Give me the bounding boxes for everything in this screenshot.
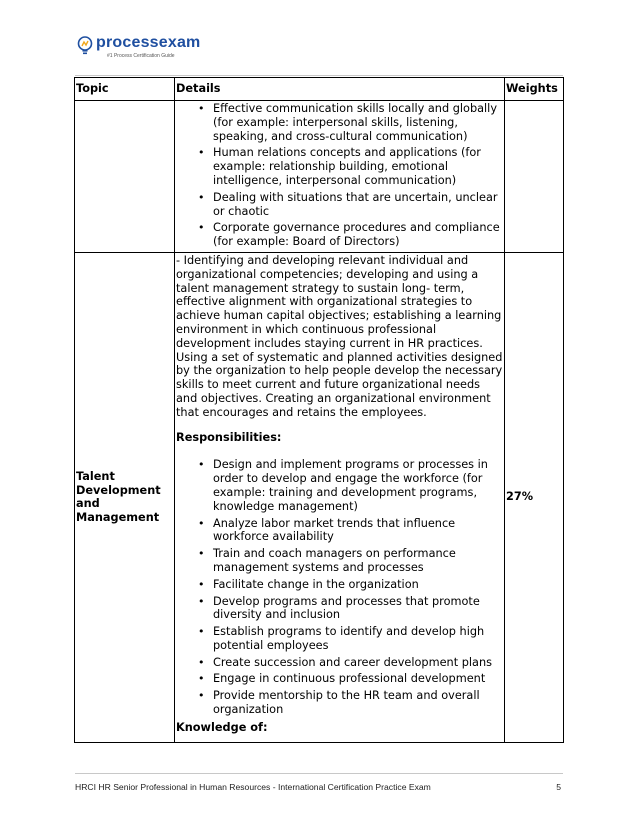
weight-cell-empty — [505, 101, 564, 253]
list-item: • Human relations concepts and applications (for example: relationship building, emotional intelligence, interpersonal communication) — [213, 146, 503, 187]
list-item: • Dealing with situations that are uncertain, unclear or chaotic — [213, 191, 503, 219]
logo-wordmark: processexam — [96, 34, 201, 51]
responsibilities-heading: Responsibilities: — [176, 430, 282, 444]
list-item: • Provide mentorship to the HR team and overall organization — [213, 689, 503, 717]
header-topic: Topic — [75, 78, 175, 101]
list-item: • Effective communication skills locally and globally (for example: interpersonal skills, listening, speaking, and cross-cultural communication) — [213, 102, 503, 143]
list-item: • Corporate governance procedures and compliance (for example: Board of Directors) — [213, 221, 503, 249]
header-weights: Weights — [505, 78, 564, 101]
topic-cell-empty — [75, 101, 175, 253]
footer-divider — [75, 773, 563, 774]
logo-tagline: #1 Process Certification Guide — [107, 53, 175, 59]
list-item: • Create succession and career development plans — [213, 656, 503, 670]
list-item: • Train and coach managers on performance management systems and processes — [213, 547, 503, 575]
bullet-list — [176, 101, 503, 249]
header-details: Details — [175, 78, 505, 101]
responsibilities-list — [176, 458, 503, 717]
list-item: • Engage in continuous professional development — [213, 672, 503, 686]
processexam-logo — [77, 34, 207, 64]
details-cell — [175, 252, 505, 742]
table-row — [75, 252, 564, 742]
list-item: • Establish programs to identify and develop high potential employees — [213, 625, 503, 653]
header-divider — [75, 75, 563, 76]
list-item: • Design and implement programs or processes in order to develop and engage the workforce (for example: training and development programs, knowledge management) — [213, 458, 503, 513]
knowledge-heading: Knowledge of: — [176, 720, 268, 734]
page-number: 5 — [556, 782, 561, 792]
page-footer — [75, 782, 563, 792]
list-item: • Analyze labor market trends that influence workforce availability — [213, 517, 503, 545]
table-header-row — [75, 78, 564, 101]
topic-description: - Identifying and developing relevant individual and organizational competencies; developing and using a talent management strategy to sustain long- term, effective alignment with organizational strategies to achieve human capital objectives; establishing a learning environment in which continuous professional development includes staying current in HR practices. Using a set of systematic and planned activities designed by the organization to help people develop the necessary skills to meet current and future organizational needs and objectives. Creating an organizational environment that encourages and retains the employees. — [176, 253, 503, 419]
list-item: • Develop programs and processes that promote diversity and inclusion — [213, 595, 503, 623]
exam-syllabus-table — [74, 77, 564, 743]
lightbulb-icon — [77, 36, 93, 56]
details-cell — [175, 101, 505, 253]
weight-cell: 27% — [505, 252, 564, 742]
table-row — [75, 101, 564, 253]
topic-cell: Talent Development and Management — [75, 252, 175, 742]
footer-title: HRCI HR Senior Professional in Human Resources - International Certification Practice Exam — [75, 782, 431, 792]
list-item: • Facilitate change in the organization — [213, 578, 503, 592]
